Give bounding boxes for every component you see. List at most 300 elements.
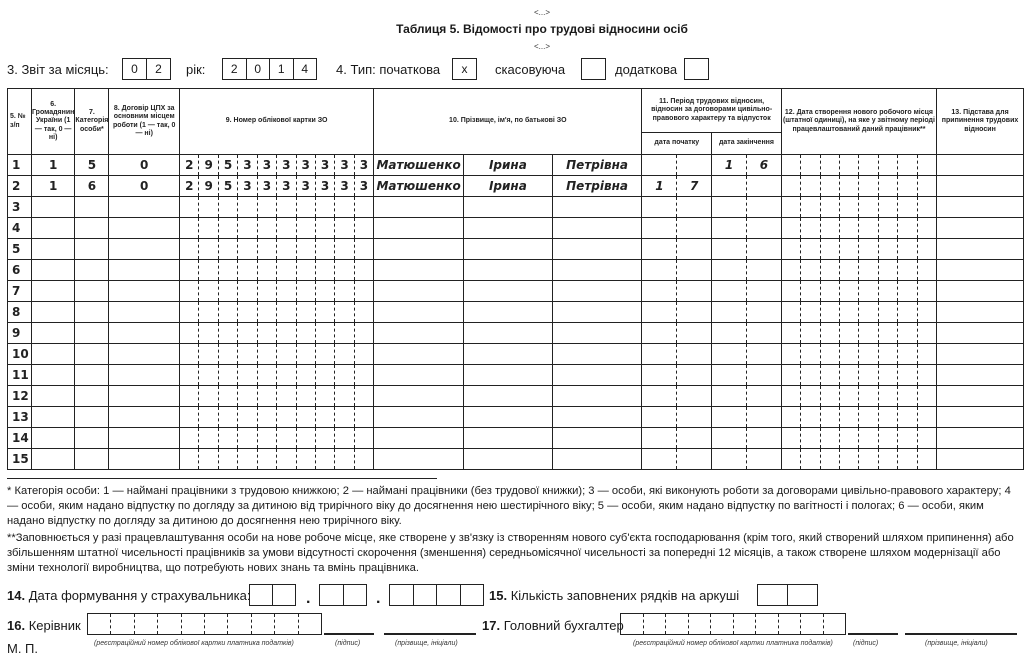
cell-card-digit[interactable] bbox=[218, 218, 237, 239]
cell-citizen[interactable] bbox=[31, 323, 74, 344]
cell-category[interactable] bbox=[75, 302, 109, 323]
cell-card-digit[interactable] bbox=[180, 365, 199, 386]
cell-gph-contract[interactable] bbox=[109, 386, 180, 407]
cell-new-workplace-date[interactable] bbox=[898, 260, 917, 281]
cell-card-digit[interactable] bbox=[218, 323, 237, 344]
cell-category[interactable] bbox=[75, 281, 109, 302]
cell-card-digit[interactable] bbox=[180, 281, 199, 302]
cell-new-workplace-date[interactable] bbox=[840, 302, 859, 323]
cell-card-digit[interactable] bbox=[257, 302, 276, 323]
type-cancel-checkbox[interactable] bbox=[581, 58, 606, 80]
cell-first-name[interactable] bbox=[464, 323, 553, 344]
cell-new-workplace-date[interactable] bbox=[878, 197, 897, 218]
cell-patronymic[interactable] bbox=[552, 386, 642, 407]
cell-card-digit[interactable] bbox=[238, 218, 257, 239]
cell-new-workplace-date[interactable] bbox=[898, 176, 917, 197]
cell-card-digit[interactable] bbox=[354, 302, 373, 323]
cell-card-digit[interactable] bbox=[180, 197, 199, 218]
cell-new-workplace-date[interactable] bbox=[801, 344, 820, 365]
cell-card-digit[interactable] bbox=[296, 323, 315, 344]
cell-card-digit[interactable] bbox=[315, 218, 334, 239]
cell-card-digit[interactable] bbox=[277, 365, 296, 386]
cell-first-name[interactable] bbox=[464, 365, 553, 386]
cell-new-workplace-date[interactable] bbox=[898, 386, 917, 407]
cell-end-date[interactable] bbox=[746, 302, 781, 323]
cell-first-name[interactable]: Ірина bbox=[464, 176, 553, 197]
cell-start-date[interactable] bbox=[677, 260, 712, 281]
cell-surname[interactable] bbox=[374, 449, 464, 470]
cell-start-date[interactable] bbox=[677, 323, 712, 344]
cell-new-workplace-date[interactable] bbox=[820, 218, 839, 239]
cell-end-date[interactable] bbox=[712, 365, 747, 386]
cell-card-digit[interactable]: 3 bbox=[354, 155, 373, 176]
cell-start-date[interactable] bbox=[677, 218, 712, 239]
accountant-signature-line[interactable] bbox=[848, 633, 898, 635]
cell-new-workplace-date[interactable] bbox=[801, 323, 820, 344]
month-digit[interactable]: 0 bbox=[123, 59, 147, 79]
cell-start-date[interactable] bbox=[642, 260, 677, 281]
cell-new-workplace-date[interactable] bbox=[781, 239, 800, 260]
cell-gph-contract[interactable] bbox=[109, 449, 180, 470]
cell-end-date[interactable] bbox=[712, 302, 747, 323]
cell-card-digit[interactable] bbox=[180, 386, 199, 407]
cell-end-date[interactable] bbox=[746, 260, 781, 281]
date-day-field[interactable] bbox=[249, 584, 296, 606]
cell-new-workplace-date[interactable] bbox=[859, 428, 878, 449]
cell-new-workplace-date[interactable] bbox=[859, 386, 878, 407]
cell-start-date[interactable] bbox=[642, 323, 677, 344]
cell-new-workplace-date[interactable] bbox=[840, 281, 859, 302]
cell-new-workplace-date[interactable] bbox=[840, 449, 859, 470]
rows-count-field[interactable] bbox=[757, 584, 818, 606]
cell-citizen[interactable]: 1 bbox=[31, 155, 74, 176]
cell-card-digit[interactable]: 3 bbox=[238, 176, 257, 197]
cell-card-digit[interactable] bbox=[354, 218, 373, 239]
cell-card-digit[interactable] bbox=[199, 239, 218, 260]
cell-start-date[interactable] bbox=[642, 365, 677, 386]
cell-new-workplace-date[interactable] bbox=[898, 281, 917, 302]
cell-citizen[interactable] bbox=[31, 260, 74, 281]
cell-surname[interactable] bbox=[374, 197, 464, 218]
cell-card-digit[interactable] bbox=[218, 302, 237, 323]
cell-new-workplace-date[interactable] bbox=[917, 386, 936, 407]
cell-new-workplace-date[interactable] bbox=[917, 218, 936, 239]
cell-new-workplace-date[interactable] bbox=[801, 239, 820, 260]
cell-start-date[interactable] bbox=[677, 344, 712, 365]
cell-end-date[interactable] bbox=[712, 323, 747, 344]
cell-surname[interactable] bbox=[374, 344, 464, 365]
cell-card-digit[interactable] bbox=[218, 407, 237, 428]
cell-card-digit[interactable] bbox=[277, 218, 296, 239]
cell-new-workplace-date[interactable] bbox=[859, 176, 878, 197]
cell-citizen[interactable] bbox=[31, 449, 74, 470]
cell-new-workplace-date[interactable] bbox=[781, 365, 800, 386]
date-month-digit[interactable] bbox=[344, 585, 367, 605]
cell-first-name[interactable] bbox=[464, 449, 553, 470]
cell-patronymic[interactable] bbox=[552, 323, 642, 344]
date-day-digit[interactable] bbox=[273, 585, 295, 605]
cell-gph-contract[interactable] bbox=[109, 239, 180, 260]
cell-end-date[interactable] bbox=[712, 197, 747, 218]
cell-end-date[interactable] bbox=[746, 176, 781, 197]
cell-card-digit[interactable] bbox=[218, 260, 237, 281]
cell-surname[interactable]: Матюшенко bbox=[374, 155, 464, 176]
cell-card-digit[interactable] bbox=[296, 197, 315, 218]
cell-new-workplace-date[interactable] bbox=[820, 197, 839, 218]
cell-category[interactable] bbox=[75, 260, 109, 281]
cell-start-date[interactable]: 7 bbox=[677, 176, 712, 197]
cell-category[interactable] bbox=[75, 344, 109, 365]
cell-card-digit[interactable] bbox=[218, 344, 237, 365]
cell-card-digit[interactable]: 3 bbox=[277, 155, 296, 176]
cell-termination-reason[interactable] bbox=[937, 365, 1024, 386]
cell-termination-reason[interactable] bbox=[937, 449, 1024, 470]
cell-card-digit[interactable] bbox=[296, 386, 315, 407]
cell-termination-reason[interactable] bbox=[937, 260, 1024, 281]
cell-end-date[interactable] bbox=[746, 449, 781, 470]
cell-new-workplace-date[interactable] bbox=[898, 365, 917, 386]
cell-termination-reason[interactable] bbox=[937, 197, 1024, 218]
cell-first-name[interactable] bbox=[464, 260, 553, 281]
cell-first-name[interactable] bbox=[464, 386, 553, 407]
cell-card-digit[interactable] bbox=[296, 407, 315, 428]
cell-card-digit[interactable] bbox=[180, 407, 199, 428]
cell-first-name[interactable] bbox=[464, 218, 553, 239]
cell-start-date[interactable] bbox=[677, 407, 712, 428]
date-day-digit[interactable] bbox=[250, 585, 273, 605]
cell-card-digit[interactable] bbox=[180, 428, 199, 449]
cell-card-digit[interactable] bbox=[354, 428, 373, 449]
cell-card-digit[interactable] bbox=[238, 428, 257, 449]
cell-start-date[interactable] bbox=[642, 428, 677, 449]
cell-new-workplace-date[interactable] bbox=[859, 281, 878, 302]
cell-new-workplace-date[interactable] bbox=[840, 218, 859, 239]
cell-new-workplace-date[interactable] bbox=[820, 407, 839, 428]
cell-new-workplace-date[interactable] bbox=[898, 449, 917, 470]
cell-card-digit[interactable] bbox=[335, 365, 354, 386]
cell-card-digit[interactable] bbox=[296, 302, 315, 323]
cell-new-workplace-date[interactable] bbox=[898, 302, 917, 323]
cell-card-digit[interactable] bbox=[199, 260, 218, 281]
cell-card-digit[interactable] bbox=[199, 344, 218, 365]
cell-new-workplace-date[interactable] bbox=[878, 365, 897, 386]
cell-new-workplace-date[interactable] bbox=[840, 197, 859, 218]
cell-new-workplace-date[interactable] bbox=[859, 239, 878, 260]
cell-card-digit[interactable] bbox=[199, 281, 218, 302]
cell-patronymic[interactable] bbox=[552, 260, 642, 281]
cell-card-digit[interactable] bbox=[354, 281, 373, 302]
cell-citizen[interactable]: 1 bbox=[31, 176, 74, 197]
cell-new-workplace-date[interactable] bbox=[859, 344, 878, 365]
report-month-field[interactable] bbox=[122, 58, 171, 80]
cell-surname[interactable] bbox=[374, 281, 464, 302]
cell-citizen[interactable] bbox=[31, 386, 74, 407]
cell-citizen[interactable] bbox=[31, 197, 74, 218]
cell-card-digit[interactable] bbox=[257, 260, 276, 281]
cell-card-digit[interactable] bbox=[296, 344, 315, 365]
cell-new-workplace-date[interactable] bbox=[917, 323, 936, 344]
cell-card-digit[interactable]: 3 bbox=[315, 155, 334, 176]
cell-end-date[interactable] bbox=[712, 281, 747, 302]
cell-category[interactable] bbox=[75, 218, 109, 239]
cell-category[interactable] bbox=[75, 365, 109, 386]
cell-termination-reason[interactable] bbox=[937, 323, 1024, 344]
cell-new-workplace-date[interactable] bbox=[917, 344, 936, 365]
cell-new-workplace-date[interactable] bbox=[878, 323, 897, 344]
cell-termination-reason[interactable] bbox=[937, 218, 1024, 239]
cell-patronymic[interactable] bbox=[552, 365, 642, 386]
cell-card-digit[interactable] bbox=[335, 218, 354, 239]
cell-new-workplace-date[interactable] bbox=[840, 407, 859, 428]
cell-card-digit[interactable] bbox=[180, 260, 199, 281]
cell-card-digit[interactable] bbox=[238, 302, 257, 323]
year-digit[interactable]: 4 bbox=[301, 62, 309, 76]
cell-new-workplace-date[interactable] bbox=[878, 386, 897, 407]
cell-card-digit[interactable] bbox=[199, 449, 218, 470]
cell-card-digit[interactable] bbox=[315, 323, 334, 344]
cell-citizen[interactable] bbox=[31, 344, 74, 365]
cell-new-workplace-date[interactable] bbox=[859, 218, 878, 239]
cell-card-digit[interactable]: 3 bbox=[257, 155, 276, 176]
cell-new-workplace-date[interactable] bbox=[801, 218, 820, 239]
year-digit[interactable]: 1 bbox=[270, 59, 294, 79]
cell-card-digit[interactable]: 5 bbox=[218, 176, 237, 197]
cell-new-workplace-date[interactable] bbox=[801, 449, 820, 470]
cell-new-workplace-date[interactable] bbox=[840, 260, 859, 281]
cell-card-digit[interactable] bbox=[218, 197, 237, 218]
cell-card-digit[interactable] bbox=[296, 365, 315, 386]
cell-new-workplace-date[interactable] bbox=[820, 155, 839, 176]
cell-first-name[interactable] bbox=[464, 344, 553, 365]
cell-new-workplace-date[interactable] bbox=[801, 365, 820, 386]
cell-new-workplace-date[interactable] bbox=[801, 302, 820, 323]
cell-card-digit[interactable] bbox=[277, 302, 296, 323]
cell-card-digit[interactable] bbox=[218, 281, 237, 302]
cell-card-digit[interactable] bbox=[199, 302, 218, 323]
cell-termination-reason[interactable] bbox=[937, 239, 1024, 260]
cell-patronymic[interactable]: Петрівна bbox=[552, 176, 642, 197]
cell-new-workplace-date[interactable] bbox=[840, 428, 859, 449]
cell-end-date[interactable] bbox=[746, 281, 781, 302]
cell-card-digit[interactable]: 3 bbox=[296, 155, 315, 176]
accountant-name-line[interactable] bbox=[905, 633, 1017, 635]
cell-start-date[interactable] bbox=[677, 365, 712, 386]
cell-new-workplace-date[interactable] bbox=[917, 407, 936, 428]
cell-category[interactable] bbox=[75, 428, 109, 449]
cell-card-digit[interactable] bbox=[335, 344, 354, 365]
cell-new-workplace-date[interactable] bbox=[781, 197, 800, 218]
cell-card-digit[interactable] bbox=[180, 239, 199, 260]
cell-first-name[interactable] bbox=[464, 281, 553, 302]
cell-gph-contract[interactable] bbox=[109, 260, 180, 281]
date-month-field[interactable] bbox=[319, 584, 367, 606]
cell-card-digit[interactable] bbox=[277, 386, 296, 407]
cell-gph-contract[interactable] bbox=[109, 428, 180, 449]
cell-start-date[interactable] bbox=[642, 344, 677, 365]
cell-patronymic[interactable]: Петрівна bbox=[552, 155, 642, 176]
cell-card-digit[interactable] bbox=[296, 449, 315, 470]
cell-citizen[interactable] bbox=[31, 281, 74, 302]
head-tax-id-field[interactable] bbox=[87, 613, 322, 635]
cell-card-digit[interactable]: 9 bbox=[199, 176, 218, 197]
cell-citizen[interactable] bbox=[31, 428, 74, 449]
cell-new-workplace-date[interactable] bbox=[840, 344, 859, 365]
cell-card-digit[interactable] bbox=[354, 365, 373, 386]
cell-new-workplace-date[interactable] bbox=[820, 302, 839, 323]
cell-new-workplace-date[interactable] bbox=[859, 197, 878, 218]
cell-new-workplace-date[interactable] bbox=[859, 365, 878, 386]
cell-end-date[interactable] bbox=[746, 323, 781, 344]
cell-gph-contract[interactable] bbox=[109, 407, 180, 428]
cell-surname[interactable] bbox=[374, 365, 464, 386]
cell-citizen[interactable] bbox=[31, 218, 74, 239]
cell-new-workplace-date[interactable] bbox=[917, 449, 936, 470]
cell-card-digit[interactable] bbox=[257, 449, 276, 470]
cell-new-workplace-date[interactable] bbox=[801, 176, 820, 197]
cell-new-workplace-date[interactable] bbox=[878, 449, 897, 470]
cell-card-digit[interactable] bbox=[180, 344, 199, 365]
cell-card-digit[interactable]: 3 bbox=[296, 176, 315, 197]
cell-card-digit[interactable] bbox=[238, 281, 257, 302]
cell-category[interactable] bbox=[75, 407, 109, 428]
cell-new-workplace-date[interactable] bbox=[781, 344, 800, 365]
cell-new-workplace-date[interactable] bbox=[840, 323, 859, 344]
cell-card-digit[interactable] bbox=[238, 344, 257, 365]
cell-card-digit[interactable] bbox=[180, 449, 199, 470]
cell-card-digit[interactable] bbox=[354, 197, 373, 218]
cell-card-digit[interactable] bbox=[238, 239, 257, 260]
cell-new-workplace-date[interactable] bbox=[820, 176, 839, 197]
date-year-digit[interactable] bbox=[390, 585, 414, 605]
cell-category[interactable]: 5 bbox=[75, 155, 109, 176]
cell-gph-contract[interactable] bbox=[109, 302, 180, 323]
cell-termination-reason[interactable] bbox=[937, 428, 1024, 449]
cell-end-date[interactable] bbox=[746, 239, 781, 260]
cell-start-date[interactable] bbox=[642, 386, 677, 407]
cell-first-name[interactable] bbox=[464, 428, 553, 449]
cell-start-date[interactable] bbox=[642, 239, 677, 260]
cell-patronymic[interactable] bbox=[552, 218, 642, 239]
cell-new-workplace-date[interactable] bbox=[820, 344, 839, 365]
cell-new-workplace-date[interactable] bbox=[781, 281, 800, 302]
cell-end-date[interactable] bbox=[712, 386, 747, 407]
cell-gph-contract[interactable] bbox=[109, 344, 180, 365]
cell-new-workplace-date[interactable] bbox=[840, 365, 859, 386]
cell-gph-contract[interactable] bbox=[109, 218, 180, 239]
date-year-digit[interactable] bbox=[414, 585, 438, 605]
cell-patronymic[interactable] bbox=[552, 302, 642, 323]
cell-surname[interactable] bbox=[374, 218, 464, 239]
cell-card-digit[interactable] bbox=[315, 344, 334, 365]
cell-gph-contract[interactable]: 0 bbox=[109, 155, 180, 176]
cell-card-digit[interactable]: 3 bbox=[335, 176, 354, 197]
cell-new-workplace-date[interactable] bbox=[781, 260, 800, 281]
cell-card-digit[interactable] bbox=[218, 365, 237, 386]
cell-card-digit[interactable] bbox=[257, 239, 276, 260]
cell-new-workplace-date[interactable] bbox=[878, 281, 897, 302]
cell-card-digit[interactable]: 3 bbox=[335, 155, 354, 176]
cell-first-name[interactable] bbox=[464, 302, 553, 323]
cell-start-date[interactable] bbox=[642, 197, 677, 218]
cell-termination-reason[interactable] bbox=[937, 386, 1024, 407]
cell-new-workplace-date[interactable] bbox=[878, 155, 897, 176]
cell-surname[interactable] bbox=[374, 407, 464, 428]
cell-start-date[interactable] bbox=[677, 197, 712, 218]
cell-new-workplace-date[interactable] bbox=[820, 239, 839, 260]
cell-new-workplace-date[interactable] bbox=[801, 407, 820, 428]
cell-surname[interactable] bbox=[374, 302, 464, 323]
cell-surname[interactable] bbox=[374, 428, 464, 449]
cell-card-digit[interactable] bbox=[218, 386, 237, 407]
cell-card-digit[interactable] bbox=[354, 386, 373, 407]
cell-termination-reason[interactable] bbox=[937, 302, 1024, 323]
cell-end-date[interactable] bbox=[712, 176, 747, 197]
cell-new-workplace-date[interactable] bbox=[898, 218, 917, 239]
cell-card-digit[interactable]: 3 bbox=[277, 176, 296, 197]
cell-start-date[interactable] bbox=[677, 239, 712, 260]
cell-start-date[interactable] bbox=[677, 155, 712, 176]
cell-card-digit[interactable]: 3 bbox=[238, 155, 257, 176]
cell-end-date[interactable] bbox=[746, 365, 781, 386]
cell-new-workplace-date[interactable] bbox=[781, 449, 800, 470]
cell-termination-reason[interactable] bbox=[937, 281, 1024, 302]
cell-surname[interactable] bbox=[374, 386, 464, 407]
cell-end-date[interactable] bbox=[712, 260, 747, 281]
cell-card-digit[interactable] bbox=[315, 197, 334, 218]
cell-start-date[interactable] bbox=[677, 302, 712, 323]
cell-start-date[interactable] bbox=[642, 407, 677, 428]
cell-card-digit[interactable] bbox=[335, 407, 354, 428]
cell-patronymic[interactable] bbox=[552, 344, 642, 365]
cell-new-workplace-date[interactable] bbox=[781, 218, 800, 239]
cell-new-workplace-date[interactable] bbox=[840, 176, 859, 197]
cell-card-digit[interactable] bbox=[277, 323, 296, 344]
cell-card-digit[interactable] bbox=[315, 428, 334, 449]
cell-first-name[interactable] bbox=[464, 239, 553, 260]
cell-card-digit[interactable] bbox=[335, 428, 354, 449]
cell-new-workplace-date[interactable] bbox=[859, 260, 878, 281]
cell-end-date[interactable] bbox=[746, 218, 781, 239]
cell-card-digit[interactable] bbox=[238, 197, 257, 218]
cell-new-workplace-date[interactable] bbox=[801, 260, 820, 281]
cell-category[interactable]: 6 bbox=[75, 176, 109, 197]
date-year-digit[interactable] bbox=[461, 585, 484, 605]
cell-gph-contract[interactable]: 0 bbox=[109, 176, 180, 197]
cell-surname[interactable] bbox=[374, 260, 464, 281]
cell-card-digit[interactable] bbox=[277, 260, 296, 281]
year-digit[interactable]: 2 bbox=[223, 59, 247, 79]
cell-gph-contract[interactable] bbox=[109, 197, 180, 218]
cell-card-digit[interactable] bbox=[296, 218, 315, 239]
cell-surname[interactable] bbox=[374, 239, 464, 260]
cell-card-digit[interactable] bbox=[335, 260, 354, 281]
cell-card-digit[interactable] bbox=[277, 449, 296, 470]
cell-end-date[interactable] bbox=[746, 407, 781, 428]
cell-card-digit[interactable] bbox=[315, 449, 334, 470]
cell-card-digit[interactable] bbox=[257, 197, 276, 218]
cell-start-date[interactable] bbox=[642, 155, 677, 176]
cell-first-name[interactable] bbox=[464, 197, 553, 218]
cell-new-workplace-date[interactable] bbox=[801, 281, 820, 302]
cell-new-workplace-date[interactable] bbox=[917, 197, 936, 218]
month-digit[interactable]: 2 bbox=[155, 62, 162, 76]
cell-card-digit[interactable] bbox=[257, 386, 276, 407]
cell-card-digit[interactable] bbox=[257, 365, 276, 386]
cell-patronymic[interactable] bbox=[552, 407, 642, 428]
cell-card-digit[interactable] bbox=[238, 260, 257, 281]
cell-start-date[interactable] bbox=[642, 218, 677, 239]
cell-new-workplace-date[interactable] bbox=[840, 239, 859, 260]
